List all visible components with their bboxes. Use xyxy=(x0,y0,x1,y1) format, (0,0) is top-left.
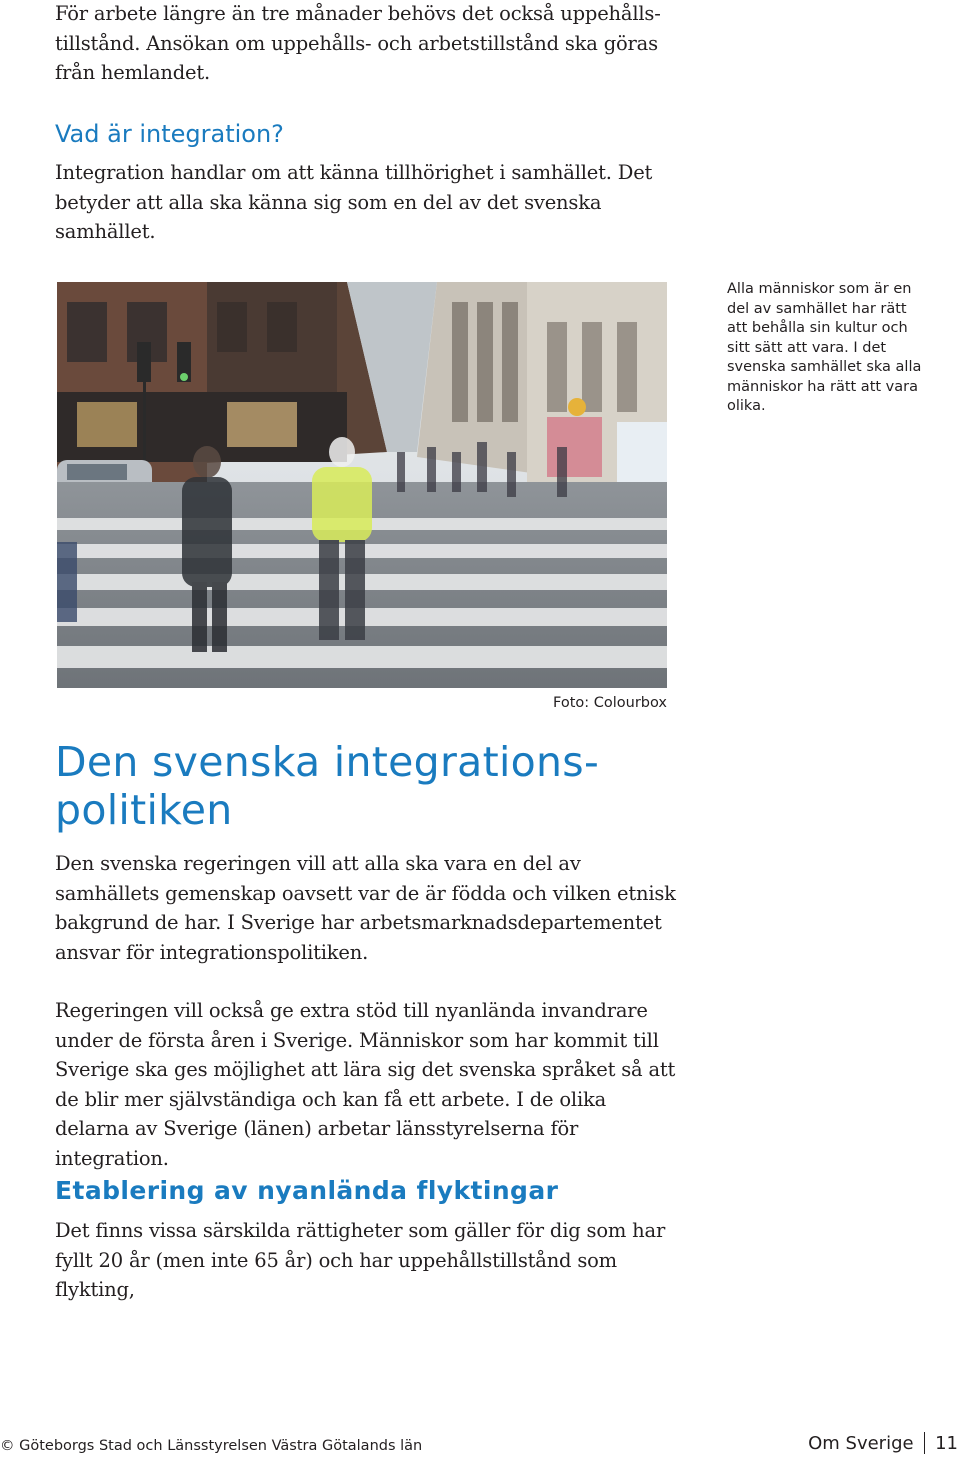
footer-separator xyxy=(924,1432,926,1454)
footer-copyright: © Göteborgs Stad och Länsstyrelsen Västra Götalands län xyxy=(0,1438,423,1454)
photo-caption: Alla människor som är en del av samhället har rätt att behålla sin kultur och sitt sätt att vara. I det svenska samhället ska alla människor ha rätt att vara olika. xyxy=(727,281,922,414)
policy-paragraph-1: Den svenska regeringen vill att alla ska vara en del av samhällets gemenskap oavsett var de är födda och vilken etnisk bakgrund de har. I Sverige har arbetsmarknadsdepartementet ansvar för integrationspolitiken. xyxy=(55,852,676,964)
footer-page-info xyxy=(808,1432,960,1454)
policy-heading-line1: Den svenska integrations- xyxy=(55,738,600,786)
integration-heading: Vad är integration? xyxy=(55,120,284,148)
policy-heading xyxy=(55,738,599,834)
policy-paragraph-2: Regeringen vill också ge extra stöd till nyanlända invandrare under de första åren i Sverige. Människor som har kommit till Sverige ska ges möjlighet att lära sig det svenska språket så att de blir mer självständiga och kan få ett arbete. I de olika delarna av Sverige (länen) arbetar länsstyrelserna för integration. xyxy=(55,999,676,1170)
street-crossing-photo xyxy=(57,282,667,688)
photo-credit: Foto: Colourbox xyxy=(553,695,668,711)
integration-paragraph: Integration handlar om att känna tillhörighet i samhället. Det betyder att alla ska känna sig som en del av det svenska samhället. xyxy=(55,161,653,243)
intro-paragraph: För arbete längre än tre månader behövs det också uppehålls-tillstånd. Ansökan om uppehålls- och arbetstillstånd ska göras från hemlandet. xyxy=(55,2,661,84)
policy-heading-line2: politiken xyxy=(55,786,233,834)
footer-title: Om Sverige xyxy=(808,1432,914,1454)
etablering-paragraph: Det finns vissa särskilda rättigheter som gäller för dig som har fyllt 20 år (men inte 65 år) och har uppehållstillstånd som flykting, xyxy=(55,1219,666,1301)
page-number: 11 xyxy=(935,1432,958,1454)
etablering-heading: Etablering av nyanlända flyktingar xyxy=(55,1176,559,1205)
